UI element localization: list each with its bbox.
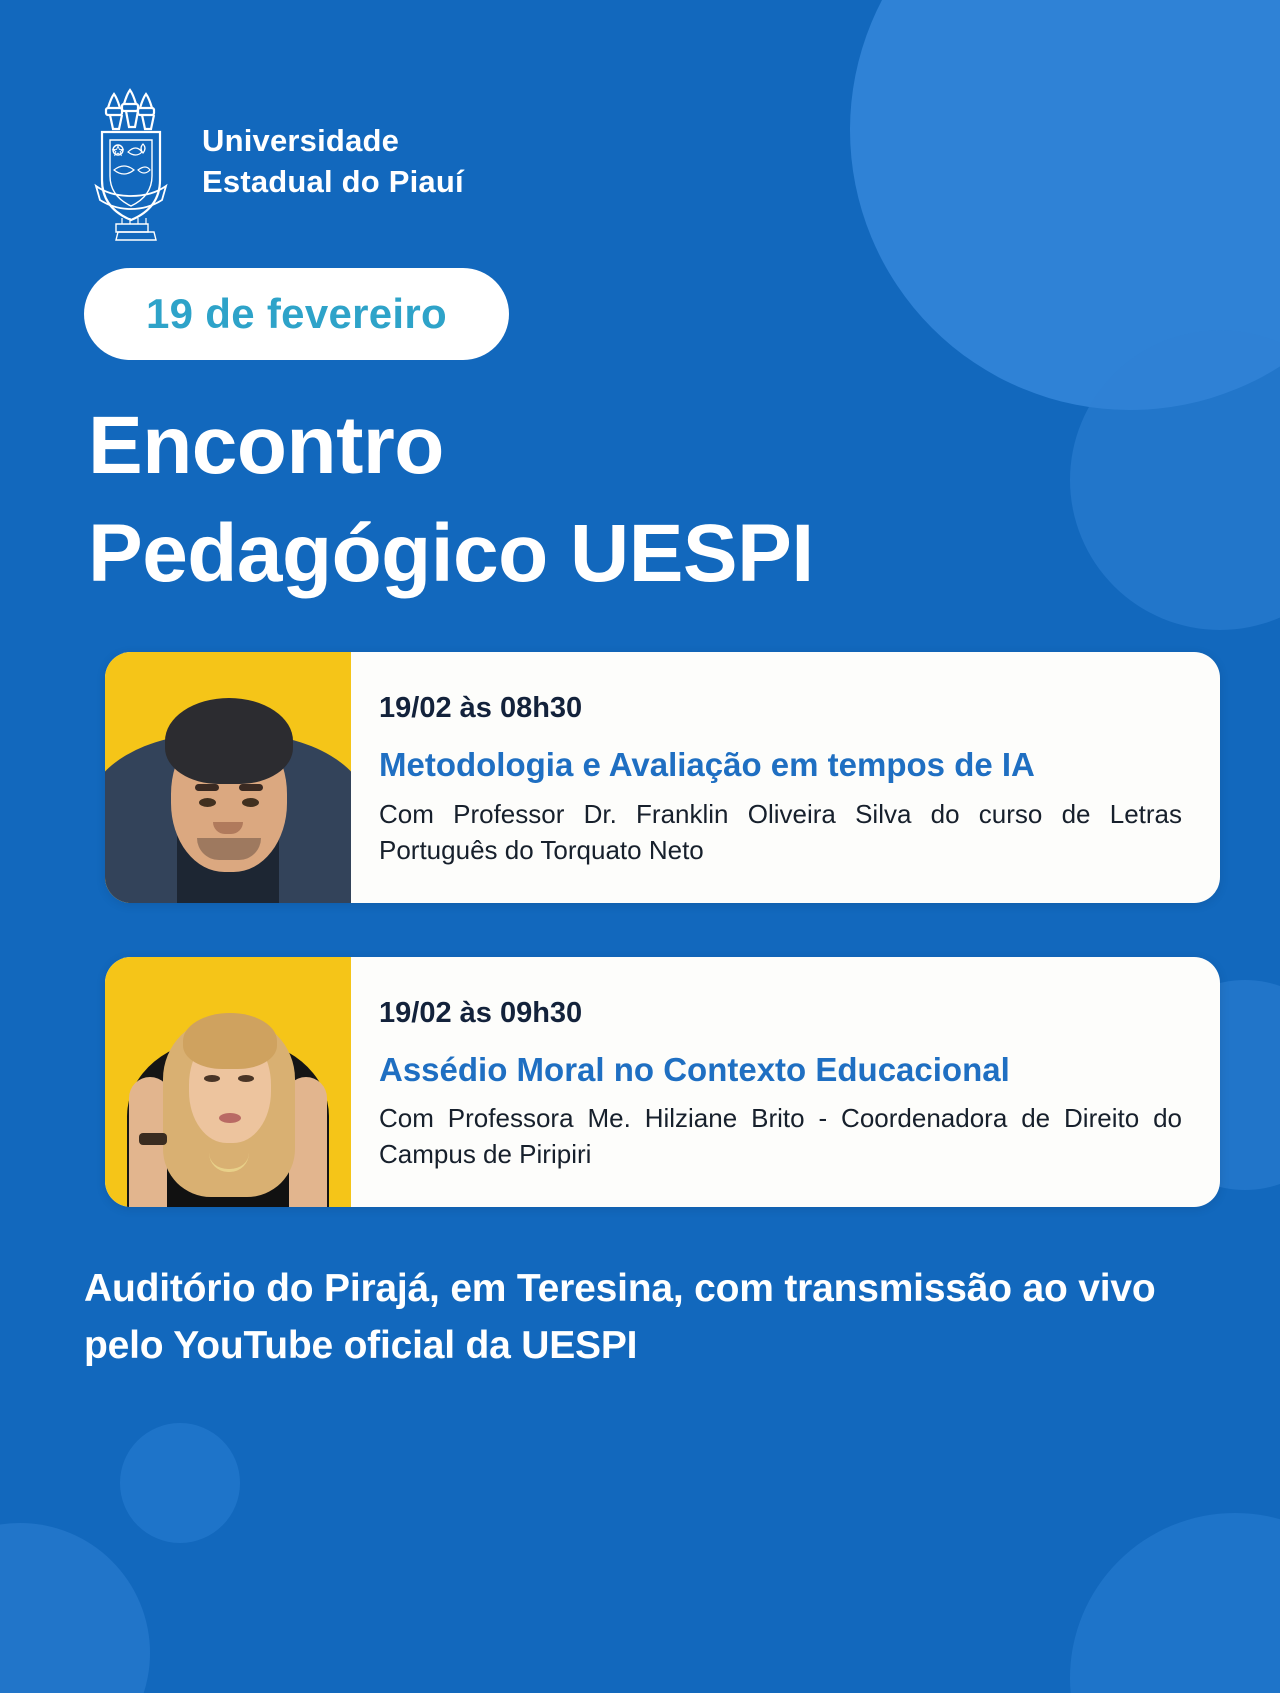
brand-header bbox=[0, 0, 1280, 246]
speaker-photo-hilziane bbox=[105, 957, 351, 1207]
decorative-circle-bottom-right bbox=[1070, 1513, 1280, 1693]
uespi-crest-icon bbox=[88, 78, 184, 246]
brand-line-2: Estadual do Piauí bbox=[202, 164, 464, 199]
decorative-circle-bottom-left bbox=[0, 1523, 150, 1693]
session-card bbox=[105, 652, 1220, 902]
session-title: Metodologia e Avaliação em tempos de IA bbox=[379, 746, 1035, 784]
brand-name bbox=[202, 121, 464, 203]
venue-info: Auditório do Pirajá, em Teresina, com transmissão ao vivo pelo YouTube oficial da UESPI bbox=[84, 1267, 1156, 1367]
session-list bbox=[0, 652, 1280, 1207]
session-details bbox=[351, 957, 1220, 1207]
page-title-line-2: Pedagógico UESPI bbox=[88, 508, 814, 600]
event-date-badge: 19 de fevereiro bbox=[84, 268, 509, 360]
session-time: 19/02 às 09h30 bbox=[379, 996, 583, 1029]
brand-line-1: Universidade bbox=[202, 123, 400, 159]
session-description: Com Professor Dr. Franklin Oliveira Silva do curso de Letras Português do Torquato Neto bbox=[379, 799, 1182, 865]
session-details bbox=[351, 652, 1220, 902]
decorative-circle-bottom-left-small bbox=[120, 1423, 240, 1543]
page-title-line-1: Encontro bbox=[88, 400, 444, 491]
session-time: 19/02 às 08h30 bbox=[379, 692, 583, 725]
session-card bbox=[105, 957, 1220, 1207]
page-title bbox=[88, 392, 1108, 608]
session-description: Com Professora Me. Hilziane Brito - Coordenadora de Direito do Campus de Piripiri bbox=[379, 1103, 1182, 1170]
session-title: Assédio Moral no Contexto Educacional bbox=[379, 1050, 1010, 1088]
speaker-photo-franklin bbox=[105, 652, 351, 902]
